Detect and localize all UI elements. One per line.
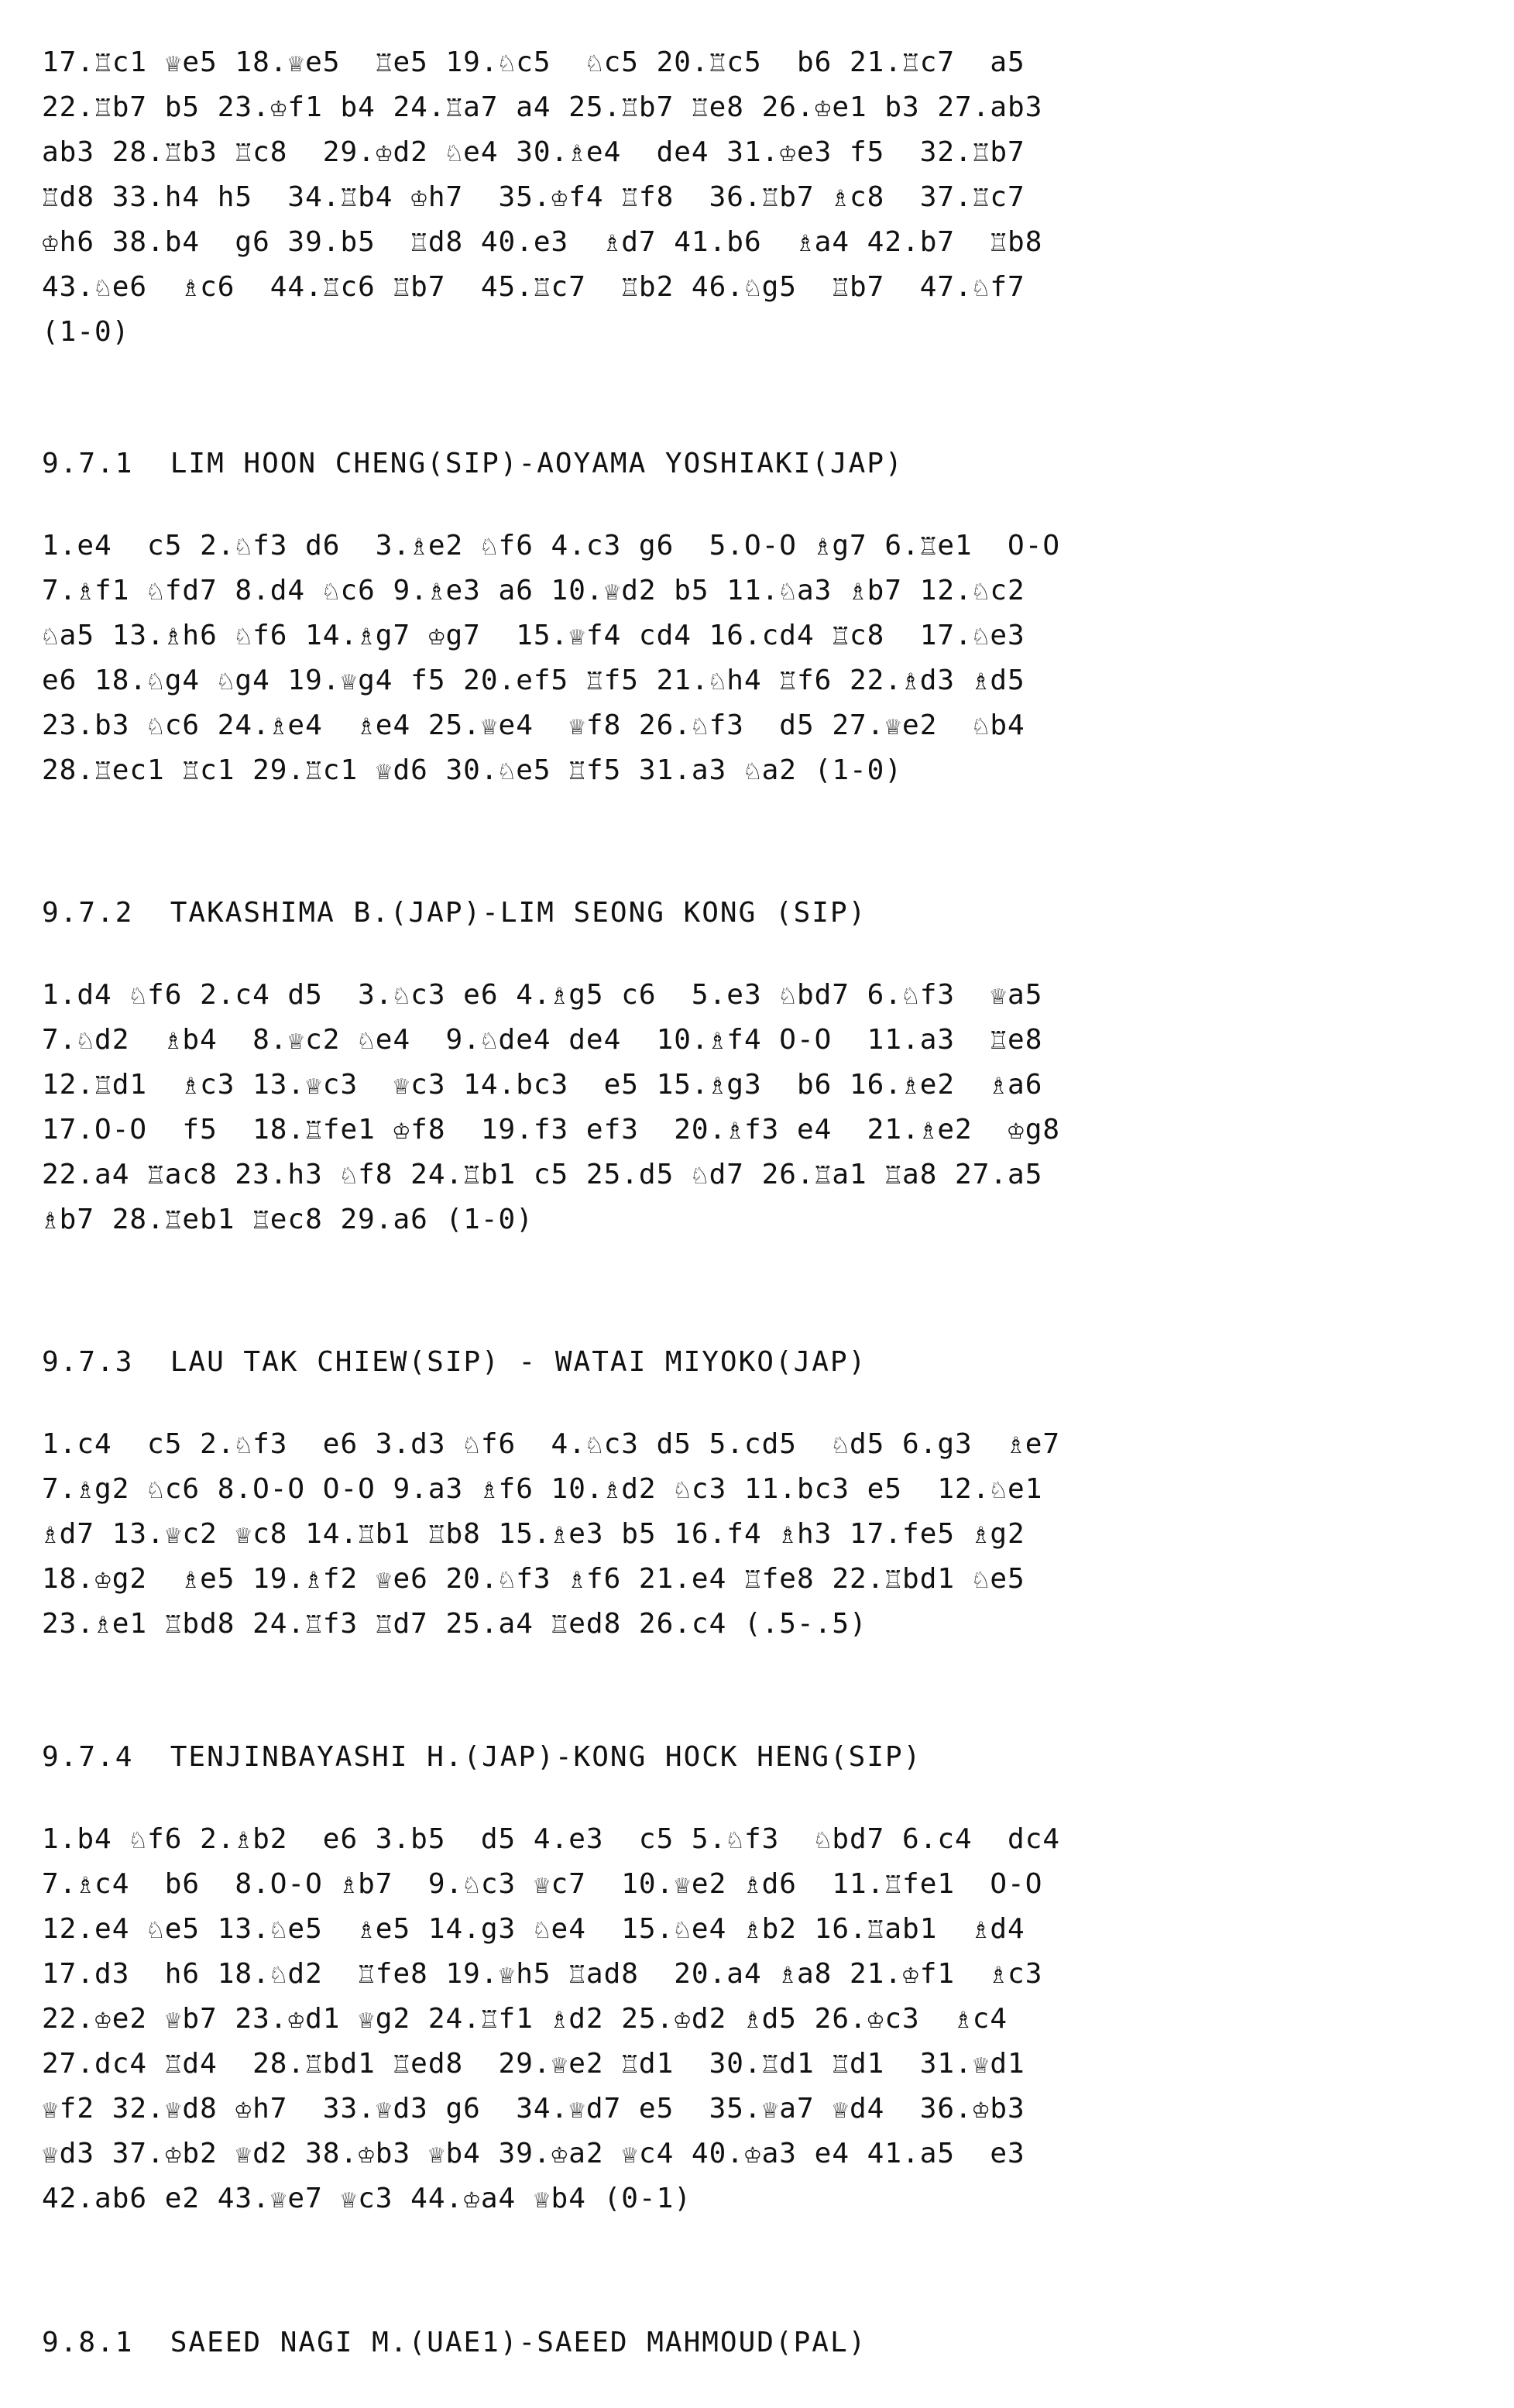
move-line: ♖d8 33.h4 h5 34.♖b4 ♔h7 35.♔f4 ♖f8 36.♖b7 ♗c8 37.♖c7 [42,181,1025,213]
game-heading-9-8-1: 9.8.1 SAEED NAGI M.(UAE1)-SAEED MAHMOUD(PAL) [42,2327,867,2358]
move-line: ♕f2 32.♕d8 ♔h7 33.♕d3 g6 34.♕d7 e5 35.♕a7 ♕d4 36.♔b3 [42,2093,1025,2125]
game-moves-9-7-1 [42,524,1459,793]
move-line: 7.♘d2 ♗b4 8.♕c2 ♘e4 9.♘de4 de4 10.♗f4 O-O 11.a3 ♖e8 [42,1024,1043,1056]
move-line: 1.d4 ♘f6 2.c4 d5 3.♘c3 e6 4.♗g5 c6 5.e3 ♘bd7 6.♘f3 ♕a5 [42,979,1043,1011]
move-line: 1.c4 c5 2.♘f3 e6 3.d3 ♘f6 4.♘c3 d5 5.cd5 ♘d5 6.g3 ♗e7 [42,1428,1061,1460]
game-moves-9-7-2 [42,973,1459,1242]
move-line: ab3 28.♖b3 ♖c8 29.♔d2 ♘e4 30.♗e4 de4 31.♔e3 f5 32.♖b7 [42,136,1025,168]
move-line: ♕d3 37.♔b2 ♕d2 38.♔b3 ♕b4 39.♔a2 ♕c4 40.♔a3 e4 41.a5 e3 [42,2138,1025,2169]
game-result: (1-0) [42,316,130,348]
move-line: ♘a5 13.♗h6 ♘f6 14.♗g7 ♔g7 15.♕f4 cd4 16.cd4 ♖c8 17.♘e3 [42,620,1025,651]
move-line: ♔h6 38.b4 g6 39.b5 ♖d8 40.e3 ♗d7 41.b6 ♗a4 42.b7 ♖b8 [42,226,1043,258]
move-line: e6 18.♘g4 ♘g4 19.♕g4 f5 20.ef5 ♖f5 21.♘h4 ♖f6 22.♗d3 ♗d5 [42,665,1025,696]
move-line: ♗b7 28.♖eb1 ♖ec8 29.a6 (1-0) [42,1204,534,1235]
move-line: 43.♘e6 ♗c6 44.♖c6 ♖b7 45.♖c7 ♖b2 46.♘g5 ♖b7 47.♘f7 [42,271,1025,303]
game-heading-9-7-3: 9.7.3 LAU TAK CHIEW(SIP) - WATAI MIYOKO(JAP) [42,1346,867,1378]
game-heading-9-7-4: 9.7.4 TENJINBAYASHI H.(JAP)-KONG HOCK HENG(SIP) [42,1741,922,1773]
game-heading-9-7-2: 9.7.2 TAKASHIMA B.(JAP)-LIM SEONG KONG (SIP) [42,897,867,929]
move-line: 17.O-O f5 18.♖fe1 ♔f8 19.f3 ef3 20.♗f3 e4 21.♗e2 ♔g8 [42,1114,1061,1146]
move-line: 27.dc4 ♖d4 28.♖bd1 ♖ed8 29.♕e2 ♖d1 30.♖d1 ♖d1 31.♕d1 [42,2048,1025,2080]
move-line: ♗d7 13.♕c2 ♕c8 14.♖b1 ♖b8 15.♗e3 b5 16.f4 ♗h3 17.fe5 ♗g2 [42,1518,1025,1550]
move-line: 1.b4 ♘f6 2.♗b2 e6 3.b5 d5 4.e3 c5 5.♘f3 ♘bd7 6.c4 dc4 [42,1823,1061,1855]
move-line: 28.♖ec1 ♖c1 29.♖c1 ♕d6 30.♘e5 ♖f5 31.a3 ♘a2 (1-0) [42,754,903,786]
move-line: 42.ab6 e2 43.♕e7 ♕c3 44.♔a4 ♕b4 (0-1) [42,2183,692,2214]
move-line: 7.♗g2 ♘c6 8.O-O O-O 9.a3 ♗f6 10.♗d2 ♘c3 11.bc3 e5 12.♘e1 [42,1473,1043,1505]
move-line: 22.a4 ♖ac8 23.h3 ♘f8 24.♖b1 c5 25.d5 ♘d7 26.♖a1 ♖a8 27.a5 [42,1159,1043,1190]
move-line: 22.♔e2 ♕b7 23.♔d1 ♕g2 24.♖f1 ♗d2 25.♔d2 ♗d5 26.♔c3 ♗c4 [42,2003,1008,2035]
game-heading-9-7-1: 9.7.1 LIM HOON CHENG(SIP)-AOYAMA YOSHIAKI(JAP) [42,448,904,479]
move-line: 22.♖b7 b5 23.♔f1 b4 24.♖a7 a4 25.♖b7 ♖e8 26.♔e1 b3 27.ab3 [42,91,1043,123]
move-line: 1.e4 c5 2.♘f3 d6 3.♗e2 ♘f6 4.c3 g6 5.O-O ♗g7 6.♖e1 O-O [42,530,1061,562]
move-line: 23.♗e1 ♖bd8 24.♖f3 ♖d7 25.a4 ♖ed8 26.c4 (.5-.5) [42,1608,867,1640]
intro-moves [42,40,1459,355]
move-line: 7.♗c4 b6 8.O-O ♗b7 9.♘c3 ♕c7 10.♕e2 ♗d6 11.♖fe1 O-O [42,1868,1043,1900]
game-moves-9-7-3 [42,1422,1459,1647]
move-line: 18.♔g2 ♗e5 19.♗f2 ♕e6 20.♘f3 ♗f6 21.e4 ♖fe8 22.♖bd1 ♘e5 [42,1563,1025,1595]
move-line: 17.♖c1 ♕e5 18.♕e5 ♖e5 19.♘c5 ♘c5 20.♖c5 b6 21.♖c7 a5 [42,46,1025,78]
move-line: 7.♗f1 ♘fd7 8.d4 ♘c6 9.♗e3 a6 10.♕d2 b5 11.♘a3 ♗b7 12.♘c2 [42,575,1025,606]
move-line: 12.e4 ♘e5 13.♘e5 ♗e5 14.g3 ♘e4 15.♘e4 ♗b2 16.♖ab1 ♗d4 [42,1913,1025,1945]
move-line: 12.♖d1 ♗c3 13.♕c3 ♕c3 14.bc3 e5 15.♗g3 b6 16.♗e2 ♗a6 [42,1069,1043,1101]
move-line: 23.b3 ♘c6 24.♗e4 ♗e4 25.♕e4 ♕f8 26.♘f3 d5 27.♕e2 ♘b4 [42,709,1025,741]
move-line: 17.d3 h6 18.♘d2 ♖fe8 19.♕h5 ♖ad8 20.a4 ♗a8 21.♔f1 ♗c3 [42,1958,1043,1990]
game-moves-9-7-4 [42,1817,1459,2221]
